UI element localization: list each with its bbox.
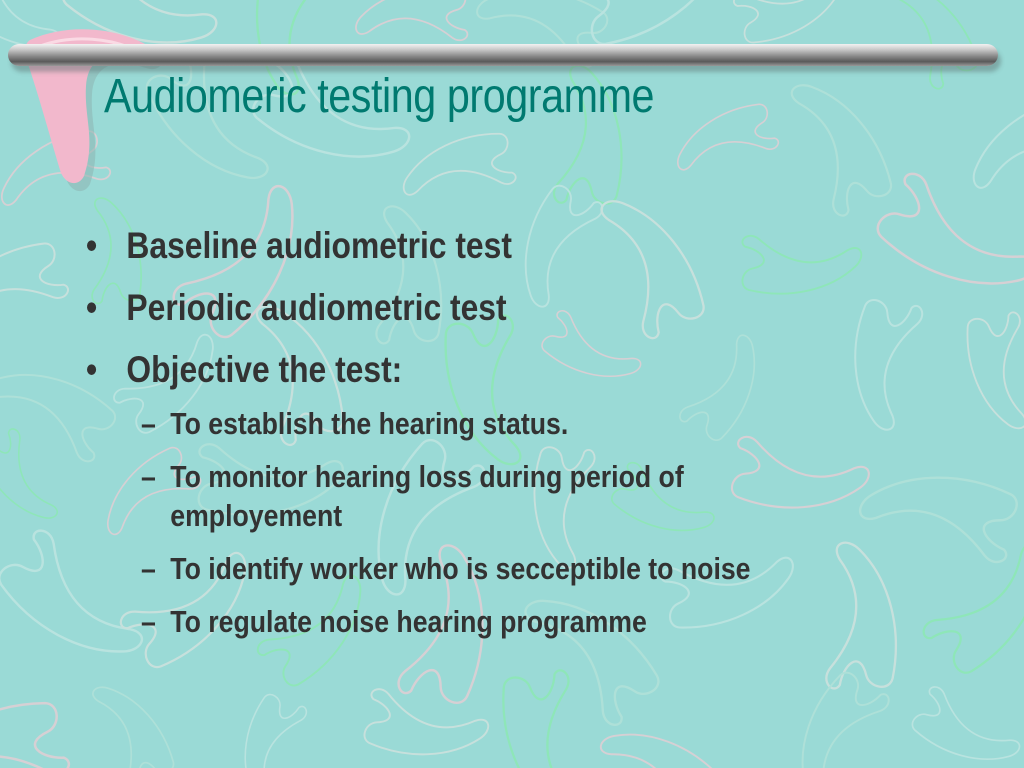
bullet-item (86, 348, 860, 391)
boomerang-outline (0, 697, 71, 768)
sub-bullet-item (86, 602, 860, 641)
boomerang-outline (907, 684, 1024, 768)
bullet-item (86, 224, 860, 267)
boomerang-outline (667, 100, 780, 178)
bullet-marker: • (86, 225, 98, 266)
boomerang-outline (776, 667, 892, 768)
boomerang-outline (732, 0, 851, 47)
slide-title: Audiomeric testing programme (104, 70, 655, 123)
sub-bullet-text: To identify worker who is secceptible to noise (170, 551, 751, 586)
boomerang-outline (964, 311, 1024, 433)
bullet-item (86, 286, 860, 329)
boomerang-outline (0, 238, 70, 333)
sub-bullet-item (86, 549, 860, 588)
bullet-marker: • (86, 349, 98, 390)
sub-bullet-text: To establish the hearing status. (170, 406, 569, 441)
boomerang-outline (781, 66, 898, 218)
boomerang-outline (355, 0, 467, 42)
sub-bullet-item (86, 457, 860, 535)
sub-bullet-text: To regulate noise hearing programme (170, 604, 647, 639)
boomerang-outline (499, 669, 584, 768)
bullet-text: Baseline audiometric test (126, 225, 512, 266)
slide-body (86, 224, 860, 655)
bullet-marker: • (86, 287, 98, 328)
sub-bullet-marker: – (141, 604, 156, 639)
boomerang-outline (396, 130, 516, 204)
sub-bullet-text: To monitor hearing loss during period of employement (170, 459, 684, 533)
sub-bullet-marker: – (141, 406, 156, 441)
sub-bullet-marker: – (141, 459, 156, 494)
boomerang-outline (361, 688, 491, 768)
boomerang-outline (856, 456, 1022, 564)
sub-bullet-list (86, 404, 860, 641)
sub-bullet-item (86, 404, 860, 443)
boomerang-outline (84, 671, 179, 768)
boomerang-outline (957, 92, 1024, 198)
boomerang-outline (593, 708, 726, 768)
boomerang-outline (870, 170, 1024, 318)
bullet-text: Objective the test: (126, 349, 403, 390)
boomerang-outline (920, 534, 1024, 681)
boomerang-outline (226, 690, 308, 768)
sub-bullet-marker: – (141, 551, 156, 586)
boomerang-outline (0, 427, 65, 534)
bullet-text: Periodic audiometric test (126, 287, 507, 328)
